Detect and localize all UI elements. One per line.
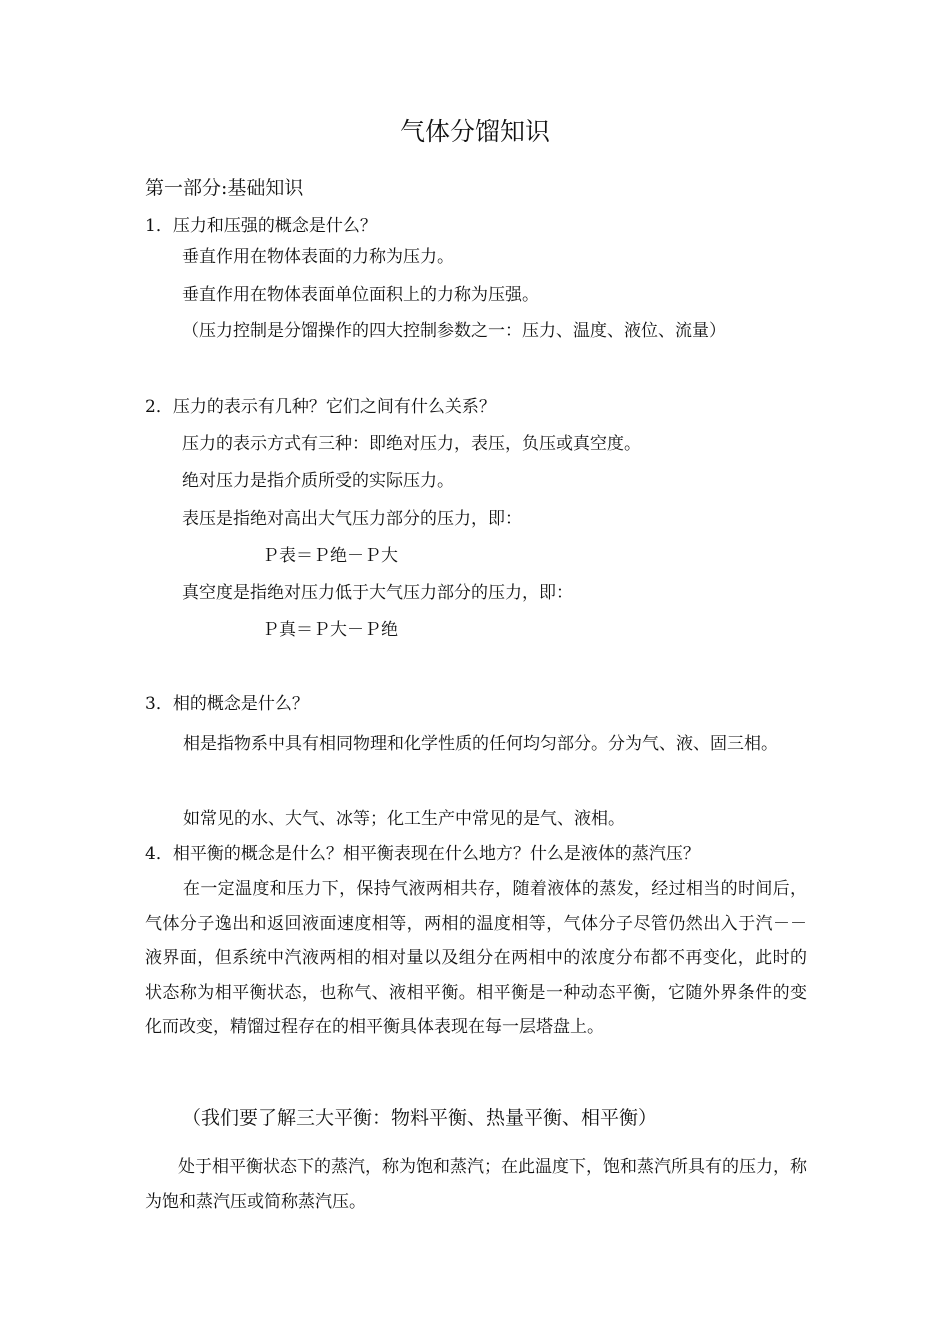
answer-1-line-2: 垂直作用在物体表面单位面积上的力称为压强。 — [182, 285, 539, 305]
section-heading: 第一部分:基础知识 — [145, 177, 304, 199]
answer-4-paragraph-2: 处于相平衡状态下的蒸汽，称为饱和蒸汽；在此温度下，饱和蒸汽所具有的压力，称为饱和蒸汽压或简称蒸汽压。 — [145, 1157, 807, 1212]
answer-3-paragraph-2: 如常见的水、大气、冰等；化工生产中常见的是气、液相。 — [183, 809, 625, 829]
question-1: 1．压力和压强的概念是什么？ — [145, 216, 377, 236]
answer-4-paragraph-1: 在一定温度和压力下，保持气液两相共存，随着液体的蒸发，经过相当的时间后，气体分子逸出和返回液面速度相等，两相的温度相等，气体分子尽管仍然出入于汽－－液界面，但系统中汽液两相的相对量以及组分在两相中的浓度分布都不再变化，此时的状态称为相平衡状态，也称气、液相平衡。相平衡是一种动态平衡，它随外界条件的变化而改变，精馏过程存在的相平衡具体表现在每一层塔盘上。 — [145, 879, 807, 1037]
answer-3-paragraph-1: 相是指物系中具有相同物理和化学性质的任何均匀部分。分为气、液、固三相。 — [183, 734, 778, 754]
answer-1-line-1: 垂直作用在物体表面的力称为压力。 — [182, 247, 454, 267]
answer-4-note: （我们要了解三大平衡：物料平衡、热量平衡、相平衡） — [182, 1107, 658, 1129]
question-2: 2．压力的表示有几种？它们之间有什么关系？ — [145, 397, 496, 417]
question-4: 4．相平衡的概念是什么？相平衡表现在什么地方？什么是液体的蒸汽压？ — [145, 844, 700, 864]
answer-2-line-2: 绝对压力是指介质所受的实际压力。 — [182, 471, 454, 491]
formula-vacuum-degree: Ｐ真＝Ｐ大－Ｐ绝 — [262, 620, 398, 640]
formula-gauge-pressure: Ｐ表＝Ｐ绝－Ｐ大 — [262, 546, 398, 566]
answer-2-line-1: 压力的表示方式有三种：即绝对压力，表压，负压或真空度。 — [182, 434, 641, 454]
document-title: 气体分馏知识 — [399, 117, 550, 146]
answer-1-note: （压力控制是分馏操作的四大控制参数之一：压力、温度、液位、流量） — [182, 321, 726, 341]
answer-2-line-5: 真空度是指绝对压力低于大气压力部分的压力，即： — [182, 583, 573, 603]
answer-2-line-3: 表压是指绝对高出大气压力部分的压力，即： — [182, 509, 522, 529]
question-3: 3．相的概念是什么？ — [145, 694, 309, 714]
